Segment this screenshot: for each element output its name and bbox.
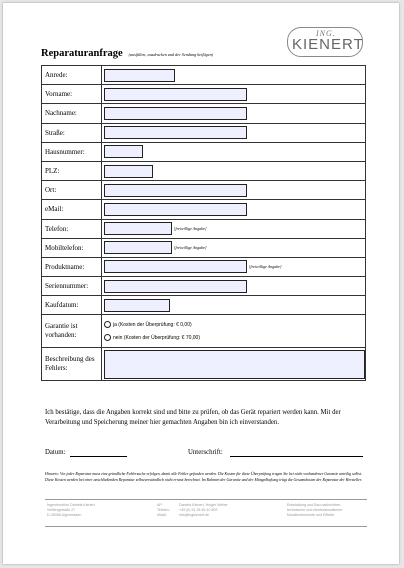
- footer-address-line: D-35396 Algermissen: [47, 513, 82, 518]
- confirmation-text: Ich bestätige, dass die Angaben korrekt sind und bitte zu prüfen, ob das Gerät repariert werden kann. Mit der Verarbeitung und Speicherung meiner hier gemachten Angaben bin ich einverstanden.: [45, 409, 341, 426]
- row-telefon: [42, 219, 366, 238]
- page-title: [41, 43, 213, 61]
- footer-address-line: Veilbergstraße 27: [47, 508, 76, 513]
- beschreibung-textarea[interactable]: [104, 350, 365, 379]
- row-vorname: [42, 85, 366, 104]
- footer-description-line: technischer und elektroakustischer: [287, 508, 343, 513]
- produktname-input[interactable]: [104, 260, 247, 273]
- company-logo: [287, 27, 363, 57]
- label-plz: PLZ:: [42, 161, 102, 180]
- footer-address: [47, 503, 95, 519]
- email-input[interactable]: [104, 203, 247, 216]
- form-title: Reparaturanfrage: [41, 48, 123, 59]
- anrede-input[interactable]: [104, 69, 175, 82]
- garantie-option-nein[interactable]: [104, 334, 365, 341]
- footer: [45, 499, 367, 527]
- label-telefon: Telefon:: [42, 219, 102, 238]
- label-kaufdatum: Kaufdatum:: [42, 296, 102, 315]
- footer-contact-value: +49 (0) 51 26 45 10 802: [179, 508, 218, 513]
- row-produktname: [42, 257, 366, 276]
- footer-description: [287, 503, 342, 519]
- label-hausnummer: Hausnummer:: [42, 142, 102, 161]
- mobiltelefon-input[interactable]: [104, 241, 172, 254]
- radio-nein[interactable]: [104, 334, 111, 341]
- kaufdatum-input[interactable]: [104, 299, 170, 312]
- footer-description-line: Entwicklung und Bau nachrichten-: [287, 503, 342, 507]
- radio-ja[interactable]: [104, 321, 111, 328]
- footer-address-line: Ingenieurbüro Daniela Kienert: [47, 503, 95, 507]
- footer-description-line: Musikinstrumente und Effekte: [287, 513, 335, 518]
- footer-contact-label: eMail:: [157, 513, 167, 518]
- label-vorname: Vorname:: [42, 85, 102, 104]
- hausnummer-input[interactable]: [104, 145, 143, 158]
- nachname-input[interactable]: [104, 107, 247, 120]
- logo-name-text: KIENERT: [292, 36, 364, 53]
- ort-input[interactable]: [104, 184, 247, 197]
- row-email: [42, 200, 366, 219]
- label-beschreibung: Beschreibung des Fehlers:: [42, 348, 102, 381]
- row-ort: [42, 181, 366, 200]
- footer-contact-value: info@ingkienert.de: [179, 513, 210, 518]
- label-mobiltelefon: Mobiltelefon:: [42, 238, 102, 257]
- unterschrift-label: Unterschrift:: [188, 449, 223, 456]
- footer-contact-value: Daniela Kienert, Holger Weber: [179, 503, 228, 507]
- repair-request-form: [41, 65, 366, 381]
- label-garantie: Garantie ist vorhanden:: [42, 315, 102, 348]
- footer-contact-values: [179, 503, 228, 519]
- logo-ing-text: ING.: [316, 29, 336, 38]
- row-anrede: [42, 66, 366, 85]
- garantie-option-ja[interactable]: [104, 321, 365, 328]
- row-beschreibung: [42, 348, 366, 381]
- label-produktname: Produktname:: [42, 257, 102, 276]
- row-nachname: [42, 104, 366, 123]
- row-strasse: [42, 123, 366, 142]
- form-page: [3, 3, 399, 564]
- datum-line[interactable]: [70, 456, 127, 457]
- telefon-optional-note: [freiwillige Angabe]: [174, 226, 207, 232]
- footer-contact-label: AP:: [157, 503, 163, 507]
- produktname-optional-note: [freiwillige Angabe]: [249, 264, 282, 270]
- label-email: eMail:: [42, 200, 102, 219]
- label-nachname: Nachname:: [42, 104, 102, 123]
- footer-contact-label: Telefon:: [157, 508, 170, 513]
- footer-contact-labels: [157, 503, 170, 519]
- plz-input[interactable]: [104, 165, 153, 178]
- telefon-input[interactable]: [104, 222, 172, 235]
- label-seriennummer: Seriennummer:: [42, 277, 102, 296]
- mobiltelefon-optional-note: [freiwillige Angabe]: [174, 245, 207, 251]
- garantie-nein-label: nein (Kosten der Überprüfung: € 70,00): [113, 334, 200, 341]
- row-kaufdatum: [42, 296, 366, 315]
- garantie-ja-label: ja (Kosten der Überprüfung: € 0,00): [113, 321, 192, 328]
- label-strasse: Straße:: [42, 123, 102, 142]
- row-hausnummer: [42, 142, 366, 161]
- hinweis-text: Hinweis: Vor jeder Reparatur muss eine gründliche Fehlersuche erfolgen, damit alle Fehler gefunden werden. Die Kosten für diese Überprüfung tragen Sie bei nicht vorhandener Garantie anteilig selbst. Diese Kosten werden bei einer anschließenden Reparatur selbstverständlich nicht erneut berechnet. Im Rahmen der Garantie und der Mängelhaftung trägt die Gesamtkosten der Reparatur der Hersteller.: [45, 472, 362, 482]
- row-garantie: [42, 315, 366, 348]
- datum-label: Datum:: [45, 449, 66, 456]
- form-subtitle: (ausfüllen, ausdrucken und der Sendung beifügen): [128, 52, 214, 57]
- signature-line[interactable]: [230, 456, 363, 457]
- row-plz: [42, 161, 366, 180]
- label-ort: Ort:: [42, 181, 102, 200]
- row-mobiltelefon: [42, 238, 366, 257]
- label-anrede: Anrede:: [42, 66, 102, 85]
- row-seriennummer: [42, 277, 366, 296]
- seriennummer-input[interactable]: [104, 280, 247, 293]
- strasse-input[interactable]: [104, 126, 247, 139]
- vorname-input[interactable]: [104, 88, 247, 101]
